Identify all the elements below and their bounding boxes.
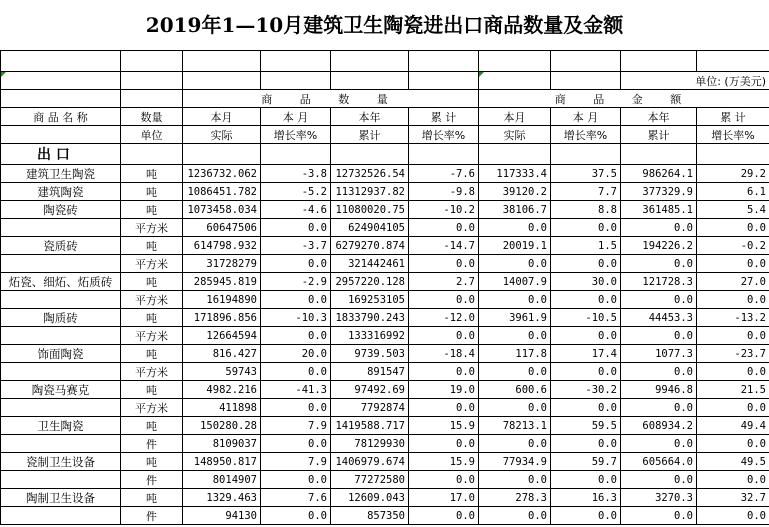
col-header-commodity-name[interactable]: 商 品 名 称 [1,108,121,126]
value-cell[interactable]: -3.8 [261,165,331,183]
value-cell[interactable]: 0.0 [261,471,331,489]
value-cell[interactable]: -5.2 [261,183,331,201]
value-cell[interactable]: 7.6 [261,489,331,507]
value-cell[interactable]: 0.0 [479,435,551,453]
value-cell[interactable]: 0.0 [479,363,551,381]
value-cell[interactable]: 0.0 [261,399,331,417]
table-row [1,453,769,471]
value-cell[interactable]: 0.0 [261,435,331,453]
unit-cell[interactable]: 平方米 [121,291,183,309]
column-header-row-2 [1,126,769,144]
value-cell[interactable]: 77272580 [331,471,409,489]
value-cell[interactable]: 624904105 [331,219,409,237]
value-cell[interactable]: 0.0 [261,255,331,273]
value-cell[interactable]: -3.7 [261,237,331,255]
row-name-cell[interactable] [1,471,121,489]
value-cell[interactable]: 15.9 [409,417,479,435]
value-cell[interactable]: 14007.9 [479,273,551,291]
value-cell[interactable]: 0.0 [621,291,697,309]
value-cell[interactable]: 0.0 [409,327,479,345]
value-cell[interactable]: 1833790.243 [331,309,409,327]
value-cell[interactable]: 59.7 [551,453,621,471]
value-cell[interactable]: 1236732.062 [183,165,261,183]
value-cell[interactable]: 0.0 [621,219,697,237]
value-cell[interactable]: 0.0 [261,507,331,525]
value-cell[interactable]: 78129930 [331,435,409,453]
row-name-cell[interactable] [1,435,121,453]
unit-cell[interactable]: 吨 [121,309,183,327]
col-header-month-growth-qty[interactable]: 增长率% [261,126,331,144]
value-cell[interactable]: -10.5 [551,309,621,327]
unit-cell[interactable]: 平方米 [121,219,183,237]
value-cell[interactable]: 0.0 [479,507,551,525]
value-cell[interactable]: 4982.216 [183,381,261,399]
group-header-row [1,90,769,108]
value-cell[interactable]: -23.7 [697,345,769,363]
value-cell[interactable]: 0.0 [479,471,551,489]
value-cell[interactable]: 608934.2 [621,417,697,435]
value-cell[interactable]: 0.0 [261,219,331,237]
col-header-ytd-total-qty[interactable]: 累计 [331,126,409,144]
value-cell[interactable]: 12732526.54 [331,165,409,183]
table-row [1,309,769,327]
unit-cell[interactable]: 平方米 [121,399,183,417]
value-cell[interactable]: 7.7 [551,183,621,201]
value-cell[interactable]: 0.0 [697,219,769,237]
value-cell[interactable]: -7.6 [409,165,479,183]
row-name-cell[interactable] [1,291,121,309]
row-name-cell[interactable]: 瓷制卫生设备 [1,453,121,471]
table-row [1,237,769,255]
amount-group-header[interactable]: 商 品 金 额 [479,90,769,108]
value-cell[interactable]: 29.2 [697,165,769,183]
value-cell[interactable]: 77934.9 [479,453,551,471]
value-cell[interactable]: 39120.2 [479,183,551,201]
value-cell[interactable]: 1.5 [551,237,621,255]
value-cell[interactable]: 11312937.82 [331,183,409,201]
value-cell[interactable]: 6279270.874 [331,237,409,255]
table-row [1,291,769,309]
value-cell[interactable]: 16194890 [183,291,261,309]
row-name-cell[interactable] [1,507,121,525]
table-row [1,417,769,435]
col-header-month-growth-amt[interactable]: 本 月 [551,108,621,126]
value-cell[interactable]: 31728279 [183,255,261,273]
unit-cell[interactable]: 吨 [121,237,183,255]
value-cell[interactable]: 816.427 [183,345,261,363]
row-name-cell[interactable] [1,363,121,381]
row-name-cell[interactable]: 饰面陶瓷 [1,345,121,363]
value-cell[interactable]: 0.0 [697,255,769,273]
table-row [1,471,769,489]
value-cell[interactable]: 6.1 [697,183,769,201]
row-name-cell[interactable]: 炻瓷、细炻、炻质砖 [1,273,121,291]
value-cell[interactable]: -41.3 [261,381,331,399]
row-name-cell[interactable] [1,327,121,345]
value-cell[interactable]: 0.0 [551,255,621,273]
value-cell[interactable]: 0.0 [409,435,479,453]
col-header-commodity-name[interactable] [1,126,121,144]
value-cell[interactable]: 9739.503 [331,345,409,363]
value-cell[interactable]: 0.0 [697,291,769,309]
value-cell[interactable]: 38106.7 [479,201,551,219]
table-row [1,435,769,453]
value-cell[interactable]: -2.9 [261,273,331,291]
value-cell[interactable]: 121728.3 [621,273,697,291]
sheet-title: 2019年1—10月建筑卫生陶瓷进出口商品数量及金额 [0,0,769,51]
value-cell[interactable]: 0.0 [621,435,697,453]
value-cell[interactable]: 0.0 [621,507,697,525]
col-header-ytd-total-amt[interactable]: 本年 [621,108,697,126]
value-cell[interactable]: 0.0 [697,399,769,417]
col-header-ytd-growth-amt[interactable]: 增长率% [697,126,769,144]
unit-cell[interactable]: 件 [121,471,183,489]
value-cell[interactable]: 891547 [331,363,409,381]
value-cell[interactable]: 321442461 [331,255,409,273]
value-cell[interactable]: 1419588.717 [331,417,409,435]
row-name-cell[interactable]: 陶质砖 [1,309,121,327]
value-cell[interactable]: 21.5 [697,381,769,399]
unit-label[interactable]: 单位: (万美元) [621,72,769,90]
value-cell[interactable]: 117333.4 [479,165,551,183]
value-cell[interactable]: 986264.1 [621,165,697,183]
value-cell[interactable]: 0.0 [551,399,621,417]
value-cell[interactable]: 0.0 [551,291,621,309]
value-cell[interactable]: 605664.0 [621,453,697,471]
value-cell[interactable]: 411898 [183,399,261,417]
value-cell[interactable]: 8.8 [551,201,621,219]
unit-cell[interactable]: 吨 [121,453,183,471]
value-cell[interactable]: -10.2 [409,201,479,219]
value-cell[interactable]: 0.0 [261,363,331,381]
value-cell[interactable]: 27.0 [697,273,769,291]
row-name-cell[interactable] [1,255,121,273]
value-cell[interactable]: 15.9 [409,453,479,471]
col-header-month-actual-amt[interactable]: 本月 [479,108,551,126]
unit-cell[interactable]: 吨 [121,273,183,291]
value-cell[interactable]: 2.7 [409,273,479,291]
value-cell[interactable]: 78213.1 [479,417,551,435]
table-row [1,165,769,183]
col-header-month-actual-amt[interactable]: 实际 [479,126,551,144]
value-cell[interactable]: 0.0 [261,291,331,309]
unit-cell[interactable]: 吨 [121,417,183,435]
value-cell[interactable]: 12664594 [183,327,261,345]
col-header-quantity-unit[interactable]: 数量 [121,108,183,126]
value-cell[interactable]: 0.0 [697,507,769,525]
value-cell[interactable]: 0.0 [551,327,621,345]
table-row [1,363,769,381]
unit-cell[interactable]: 件 [121,435,183,453]
unit-cell[interactable]: 吨 [121,183,183,201]
value-cell[interactable]: 2957220.128 [331,273,409,291]
value-cell[interactable]: 8109037 [183,435,261,453]
value-cell[interactable]: 37.5 [551,165,621,183]
value-cell[interactable]: 148950.817 [183,453,261,471]
value-cell[interactable]: 0.0 [409,363,479,381]
value-cell[interactable]: 0.0 [697,363,769,381]
value-cell[interactable]: 0.0 [409,291,479,309]
value-cell[interactable]: 49.5 [697,453,769,471]
table-row [1,399,769,417]
value-cell[interactable]: 0.0 [697,471,769,489]
row-name-cell[interactable]: 陶瓷马赛克 [1,381,121,399]
col-header-ytd-total-amt[interactable]: 累计 [621,126,697,144]
value-cell[interactable]: -10.3 [261,309,331,327]
table-row [1,345,769,363]
value-cell[interactable]: 0.0 [479,291,551,309]
row-name-cell[interactable]: 陶制卫生设备 [1,489,121,507]
value-cell[interactable]: 49.4 [697,417,769,435]
value-cell[interactable]: 1086451.782 [183,183,261,201]
value-cell[interactable]: 32.7 [697,489,769,507]
value-cell[interactable]: -14.7 [409,237,479,255]
value-cell[interactable]: 0.0 [551,363,621,381]
value-cell[interactable]: 0.0 [409,399,479,417]
value-cell[interactable]: 0.0 [261,327,331,345]
value-cell[interactable]: 0.0 [479,255,551,273]
value-cell[interactable]: 117.8 [479,345,551,363]
table-row [1,201,769,219]
blank-row [1,51,769,72]
value-cell[interactable]: 9946.8 [621,381,697,399]
value-cell[interactable]: 19.0 [409,381,479,399]
value-cell[interactable]: 12609.043 [331,489,409,507]
value-cell[interactable]: 361485.1 [621,201,697,219]
table-row [1,255,769,273]
value-cell[interactable]: 171896.856 [183,309,261,327]
value-cell[interactable]: 0.0 [479,327,551,345]
col-header-month-growth-qty[interactable]: 本 月 [261,108,331,126]
value-cell[interactable]: 194226.2 [621,237,697,255]
section-label[interactable]: 出 口 [1,144,121,165]
col-header-month-actual-qty[interactable]: 实际 [183,126,261,144]
row-name-cell[interactable]: 卫生陶瓷 [1,417,121,435]
value-cell[interactable]: 0.0 [551,435,621,453]
value-cell[interactable]: -9.8 [409,183,479,201]
table-row [1,183,769,201]
unit-cell[interactable]: 平方米 [121,255,183,273]
table-row [1,381,769,399]
table-row [1,219,769,237]
unit-cell[interactable]: 件 [121,507,183,525]
row-name-cell[interactable]: 瓷质砖 [1,237,121,255]
value-cell[interactable]: 0.0 [621,255,697,273]
value-cell[interactable]: 94130 [183,507,261,525]
value-cell[interactable]: 0.0 [621,363,697,381]
unit-cell[interactable]: 吨 [121,489,183,507]
value-cell[interactable]: 20019.1 [479,237,551,255]
unit-cell[interactable]: 吨 [121,201,183,219]
value-cell[interactable]: 0.0 [551,507,621,525]
unit-cell[interactable]: 吨 [121,381,183,399]
value-cell[interactable]: -4.6 [261,201,331,219]
value-cell[interactable]: 60647506 [183,219,261,237]
value-cell[interactable]: 3270.3 [621,489,697,507]
col-header-ytd-growth-qty[interactable]: 增长率% [409,126,479,144]
value-cell[interactable]: 44453.3 [621,309,697,327]
value-cell[interactable]: 169253105 [331,291,409,309]
table-row [1,507,769,525]
value-cell[interactable]: 30.0 [551,273,621,291]
value-cell[interactable]: 0.0 [551,219,621,237]
value-cell[interactable]: 377329.9 [621,183,697,201]
value-cell[interactable]: 150280.28 [183,417,261,435]
value-cell[interactable]: 0.0 [697,327,769,345]
row-name-cell[interactable] [1,219,121,237]
value-cell[interactable]: 1073458.034 [183,201,261,219]
value-cell[interactable]: 0.0 [409,507,479,525]
value-cell[interactable]: 0.0 [551,471,621,489]
value-cell[interactable]: 285945.819 [183,273,261,291]
value-cell[interactable]: 1329.463 [183,489,261,507]
value-cell[interactable]: 59.5 [551,417,621,435]
value-cell[interactable]: -0.2 [697,237,769,255]
value-cell[interactable]: 0.0 [409,471,479,489]
unit-cell[interactable]: 平方米 [121,327,183,345]
unit-cell[interactable]: 吨 [121,165,183,183]
value-cell[interactable]: 16.3 [551,489,621,507]
value-cell[interactable]: 7.9 [261,417,331,435]
value-cell[interactable]: 0.0 [409,219,479,237]
col-header-ytd-growth-qty[interactable]: 累 计 [409,108,479,126]
value-cell[interactable]: 600.6 [479,381,551,399]
table-row [1,327,769,345]
value-cell[interactable]: 614798.932 [183,237,261,255]
value-cell[interactable]: 8014907 [183,471,261,489]
value-cell[interactable]: 7792874 [331,399,409,417]
value-cell[interactable]: 0.0 [479,219,551,237]
value-cell[interactable]: 17.4 [551,345,621,363]
value-cell[interactable]: 59743 [183,363,261,381]
unit-cell[interactable]: 平方米 [121,363,183,381]
value-cell[interactable]: 5.4 [697,201,769,219]
col-header-ytd-growth-amt[interactable]: 累 计 [697,108,769,126]
value-cell[interactable]: 0.0 [621,471,697,489]
col-header-quantity-unit[interactable]: 单位 [121,126,183,144]
unit-row [1,72,769,90]
value-cell[interactable]: 1077.3 [621,345,697,363]
table-row [1,489,769,507]
value-cell[interactable]: 0.0 [697,435,769,453]
value-cell[interactable]: 3961.9 [479,309,551,327]
col-header-month-actual-qty[interactable]: 本月 [183,108,261,126]
value-cell[interactable]: 7.9 [261,453,331,471]
value-cell[interactable]: 0.0 [479,399,551,417]
col-header-month-growth-amt[interactable]: 增长率% [551,126,621,144]
quantity-group-header[interactable]: 商 品 数 量 [183,90,479,108]
value-cell[interactable]: 1406979.674 [331,453,409,471]
value-cell[interactable]: -30.2 [551,381,621,399]
data-table [0,50,769,525]
value-cell[interactable]: 17.0 [409,489,479,507]
value-cell[interactable]: 0.0 [621,399,697,417]
column-header-row-1 [1,108,769,126]
section-row [1,144,769,165]
value-cell[interactable]: -12.0 [409,309,479,327]
unit-cell[interactable]: 吨 [121,345,183,363]
value-cell[interactable]: 20.0 [261,345,331,363]
row-name-cell[interactable]: 陶瓷砖 [1,201,121,219]
row-name-cell[interactable]: 建筑卫生陶瓷 [1,165,121,183]
value-cell[interactable]: 278.3 [479,489,551,507]
col-header-ytd-total-qty[interactable]: 本年 [331,108,409,126]
row-name-cell[interactable]: 建筑陶瓷 [1,183,121,201]
value-cell[interactable]: 857350 [331,507,409,525]
table-row [1,273,769,291]
value-cell[interactable]: 11080020.75 [331,201,409,219]
value-cell[interactable]: 0.0 [621,327,697,345]
value-cell[interactable]: 133316992 [331,327,409,345]
row-name-cell[interactable] [1,399,121,417]
value-cell[interactable]: 0.0 [409,255,479,273]
value-cell[interactable]: -13.2 [697,309,769,327]
value-cell[interactable]: 97492.69 [331,381,409,399]
value-cell[interactable]: -18.4 [409,345,479,363]
